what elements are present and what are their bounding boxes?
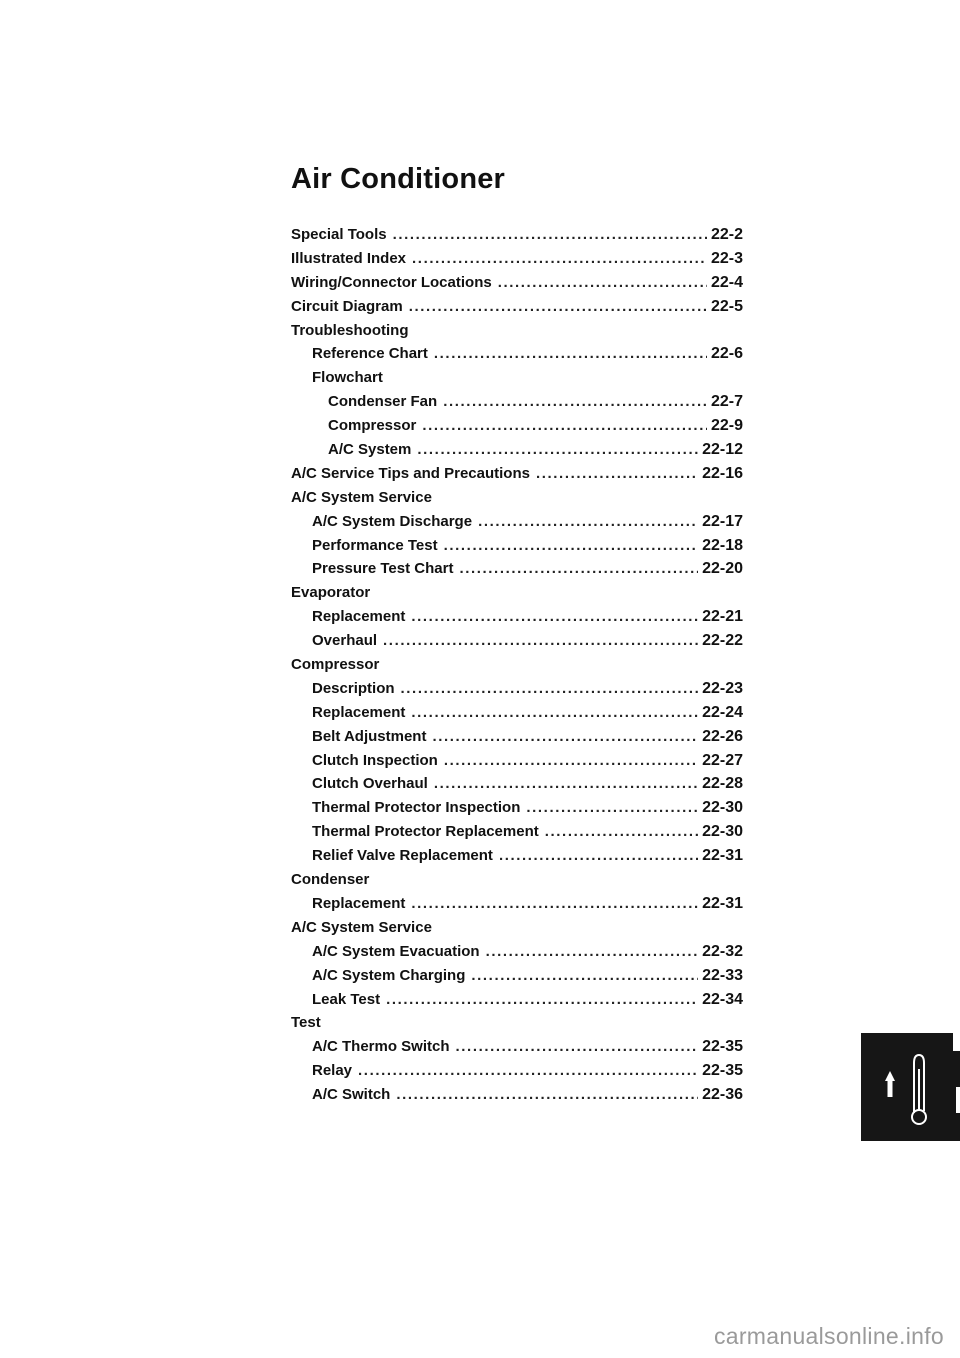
toc-entry-page: 22-7 [710,393,743,411]
thermometer-icon [861,1033,960,1141]
toc-entry[interactable] [291,847,743,871]
dot-leader [536,465,698,482]
toc-entry-label: Circuit Diagram [291,297,403,315]
toc-entry-page: 22-34 [702,990,743,1008]
toc-entry[interactable] [291,274,743,298]
dot-leader [401,680,699,697]
toc-entry-page: 22-32 [702,942,743,960]
toc-entry-label: Replacement [312,608,406,626]
dot-leader [526,799,698,816]
toc-entry[interactable] [291,632,743,656]
toc-entry[interactable] [291,560,743,584]
toc-entry-label: A/C System Service [291,918,432,936]
toc-entry-label: Belt Adjustment [312,727,427,745]
toc-entry-label: Reference Chart [312,345,428,363]
page-title: Air Conditioner [291,163,506,195]
toc-entry[interactable] [291,895,743,919]
dot-leader [411,608,698,625]
toc-entry[interactable] [291,513,743,537]
dot-leader [412,250,707,267]
toc-entry-page: 22-31 [702,894,743,912]
toc-entry[interactable] [291,823,743,847]
toc-entry-label: Condenser Fan [328,393,438,411]
dot-leader [434,345,707,362]
toc-entry-page: 22-6 [710,345,743,363]
dot-leader [459,560,698,577]
toc-entry-page: 22-28 [702,775,743,793]
dot-leader [358,1062,698,1079]
dot-leader [386,991,698,1008]
toc-entry-label: Performance Test [312,536,438,554]
toc-entry-page: 22-20 [702,560,743,578]
toc-entry [291,369,743,393]
toc-entry-label: Troubleshooting [291,321,409,339]
dot-leader [432,728,698,745]
toc-entry [291,871,743,895]
toc-entry-page: 22-33 [702,966,743,984]
dot-leader [444,537,698,554]
dot-leader [409,298,707,315]
toc-entry[interactable] [291,991,743,1015]
dot-leader [422,417,707,434]
section-tab[interactable] [861,1033,960,1141]
toc-entry-label: A/C System Discharge [312,512,473,530]
toc-entry[interactable] [291,680,743,704]
toc-entry-page: 22-30 [702,799,743,817]
toc-entry[interactable] [291,608,743,632]
toc-entry [291,322,743,346]
dot-leader [471,967,698,984]
toc-entry-label: Flowchart [312,369,383,387]
toc-entry-label: Compressor [291,656,380,674]
toc-entry-label: Illustrated Index [291,249,407,267]
toc-entry-label: Description [312,679,395,697]
toc-entry-label: Overhaul [312,632,378,650]
toc-entry[interactable] [291,250,743,274]
dot-leader [396,1086,698,1103]
dot-leader [478,513,698,530]
toc-entry-page: 22-27 [702,751,743,769]
dot-leader [411,895,698,912]
toc-entry-page: 22-26 [702,727,743,745]
toc-entry[interactable] [291,417,743,441]
toc-entry [291,919,743,943]
toc-entry-page: 22-21 [702,608,743,626]
watermark: carmanualsonline.info [713,1323,944,1349]
toc-entry-label: A/C Thermo Switch [312,1038,450,1056]
dot-leader [393,226,707,243]
toc-entry[interactable] [291,226,743,250]
toc-entry [291,584,743,608]
toc-entry-page: 22-17 [702,512,743,530]
dot-leader [443,393,707,410]
toc-entry-label: Clutch Inspection [312,751,438,769]
toc-entry-page: 22-4 [710,273,743,291]
toc-entry-label: Test [291,1014,321,1032]
toc-entry-label: Leak Test [312,990,381,1008]
toc-entry-label: Replacement [312,894,406,912]
toc-entry[interactable] [291,537,743,561]
toc-entry-page: 22-35 [702,1038,743,1056]
toc-entry-label: A/C System Evacuation [312,942,480,960]
toc-entry-page: 22-36 [702,1086,743,1104]
toc-entry [291,656,743,680]
toc-entry-page: 22-24 [702,703,743,721]
toc-entry-page: 22-22 [702,632,743,650]
toc-entry [291,489,743,513]
toc-entry-label: Compressor [328,417,417,435]
toc-entry-page: 22-12 [702,441,743,459]
toc-entry[interactable] [291,1086,743,1110]
toc-entry-label: Relay [312,1062,353,1080]
toc-entry[interactable] [291,1062,743,1086]
toc-entry[interactable] [291,775,743,799]
toc-entry[interactable] [291,393,743,417]
toc-entry-label: Clutch Overhaul [312,775,428,793]
dot-leader [417,441,698,458]
toc-entry-label: Relief Valve Replacement [312,847,493,865]
toc-entry-label: A/C Switch [312,1086,391,1104]
toc-entry[interactable] [291,465,743,489]
toc-entry-page: 22-23 [702,679,743,697]
toc-entry[interactable] [291,943,743,967]
dot-leader [545,823,698,840]
toc-entry-label: Condenser [291,871,370,889]
toc-entry-label: Thermal Protector Inspection [312,799,521,817]
toc-entry-page: 22-16 [702,464,743,482]
dot-leader [444,752,698,769]
toc-entry-label: Special Tools [291,226,387,243]
toc-entry[interactable] [291,967,743,991]
toc-entry-page: 22-18 [702,536,743,554]
toc-entry-page: 22-35 [702,1062,743,1080]
toc-entry-label: A/C System Charging [312,966,466,984]
toc-entry-page: 22-3 [710,249,743,267]
toc-entry-label: Pressure Test Chart [312,560,454,578]
dot-leader [486,943,699,960]
dot-leader [383,632,698,649]
toc-entry-label: A/C System Service [291,488,432,506]
toc-entry-page: 22-2 [710,226,743,243]
toc-entry[interactable] [291,441,743,465]
toc-entry [291,1014,743,1038]
toc-entry-page: 22-31 [702,847,743,865]
toc-entry-page: 22-9 [710,417,743,435]
toc-entry[interactable] [291,799,743,823]
toc-entry[interactable] [291,752,743,776]
dot-leader [499,847,698,864]
toc-entry-label: Evaporator [291,584,371,602]
toc-entry-page: 22-30 [702,823,743,841]
toc-entry[interactable] [291,1038,743,1062]
dot-leader [434,775,698,792]
toc-entry[interactable] [291,728,743,752]
toc-entry[interactable] [291,704,743,728]
toc-entry-label: Thermal Protector Replacement [312,823,539,841]
table-of-contents [291,226,743,1110]
dot-leader [411,704,698,721]
toc-entry-label: Wiring/Connector Locations [291,273,492,291]
toc-entry-label: Replacement [312,703,406,721]
toc-entry-label: A/C System [328,441,412,459]
dot-leader [498,274,707,291]
toc-entry-page: 22-5 [710,297,743,315]
toc-entry-label: A/C Service Tips and Precautions [291,464,530,482]
toc-entry[interactable] [291,345,743,369]
dot-leader [456,1038,699,1055]
toc-entry[interactable] [291,298,743,322]
